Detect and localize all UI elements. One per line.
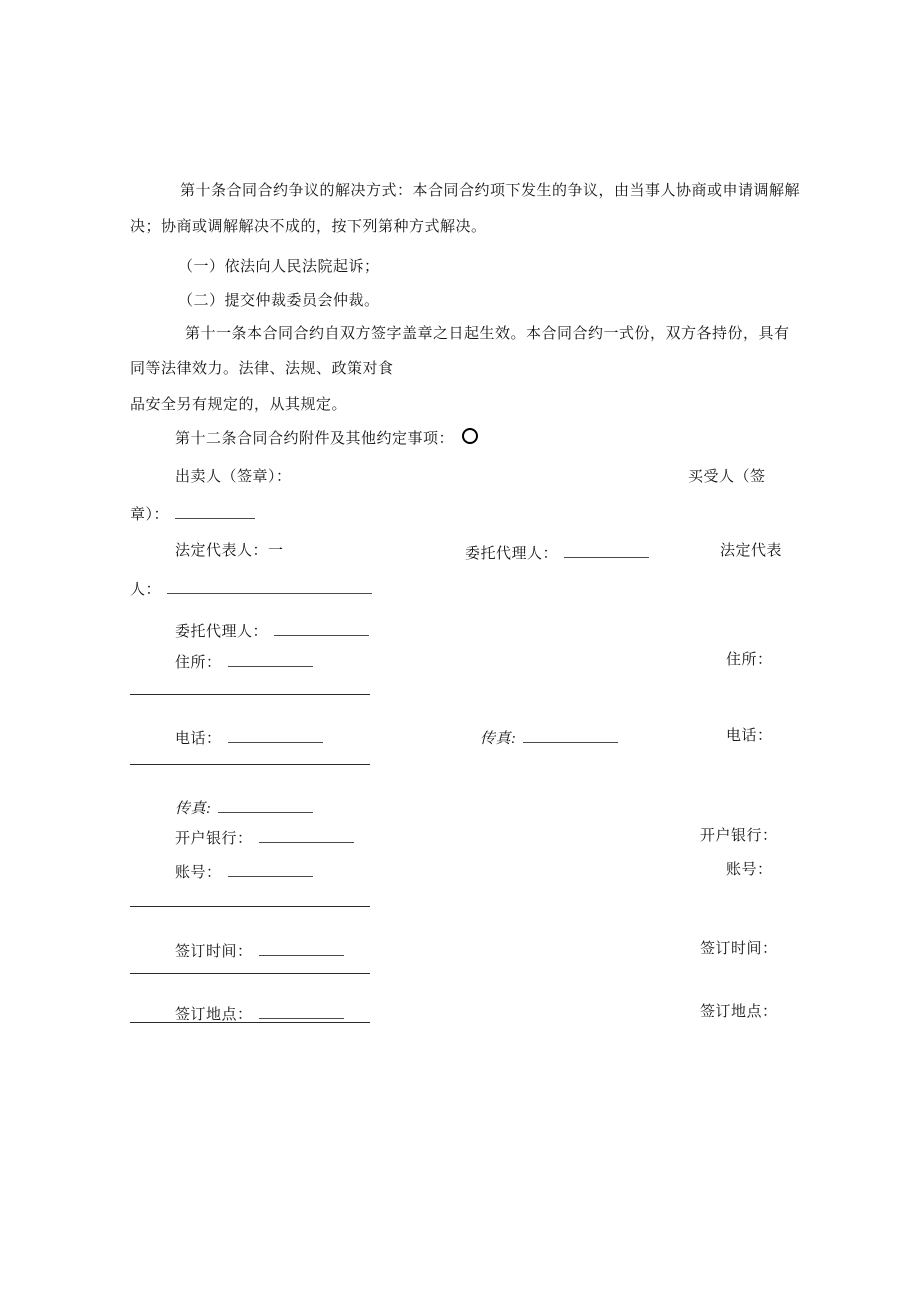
- legal-rep-right-label-part2: 人：: [130, 582, 162, 598]
- place-left-row: [175, 1003, 344, 1024]
- divider-line-1: [130, 694, 370, 695]
- agent-left-label: 委托代理人：: [175, 624, 269, 640]
- clause10-line2: 决；协商或调解解决不成的，按下列第种方式解决。: [130, 219, 487, 235]
- place-left-blank-line: [259, 1003, 344, 1019]
- date-left-row: [175, 940, 344, 961]
- clause12-text: 第十二条合同合约附件及其他约定事项：: [175, 431, 455, 447]
- fax-mid-blank-line: [523, 727, 618, 743]
- buyer-sign-label-part2: 章）：: [130, 507, 170, 523]
- phone-left-blank-line: [228, 727, 323, 743]
- clause11-line2: 同等法律效力。法律、法规、政策对食: [130, 361, 394, 377]
- clause10-line1: 第十条合同合约争议的解决方式：本合同合约项下发生的争议，由当事人协商或申请调解解: [180, 183, 801, 199]
- legal-rep-left-label: 法定代表人：一: [175, 543, 284, 559]
- buyer-sign-label-part1: 买受人（签: [688, 469, 766, 485]
- circle-mark-icon: [462, 428, 478, 444]
- fax-mid-row: [480, 727, 618, 748]
- agent-mid-blank-line: [564, 542, 649, 558]
- clause10-item1: （一）依法向人民法院起诉；: [178, 259, 380, 275]
- divider-line-2: [130, 764, 370, 765]
- legal-rep-right-continued-row: [130, 578, 372, 599]
- address-left-blank-line: [228, 651, 313, 667]
- bank-left-blank-line: [259, 827, 354, 843]
- fax-mid-label: 传真:: [480, 731, 517, 747]
- date-left-label: 签订时间：: [175, 944, 253, 960]
- seller-sign-label: 出卖人（签章）：: [175, 469, 292, 485]
- buyer-sign-blank-line: [175, 503, 255, 519]
- divider-line-4: [130, 973, 370, 974]
- buyer-sign-continued-row: [130, 503, 255, 524]
- agent-left-blank-line: [274, 620, 369, 636]
- fax-left-row: [175, 797, 313, 818]
- account-right-label: 账号：: [726, 862, 773, 878]
- address-left-row: [175, 651, 313, 672]
- place-left-label: 签订地点：: [175, 1007, 253, 1023]
- agent-mid-label: 委托代理人：: [465, 546, 559, 562]
- account-left-row: [175, 861, 313, 882]
- agent-left-row: [175, 620, 369, 641]
- place-right-label: 签订地点：: [700, 1004, 778, 1020]
- bank-left-label: 开户银行：: [175, 831, 253, 847]
- phone-left-row: [175, 727, 323, 748]
- phone-right-label: 电话：: [726, 728, 773, 744]
- clause12-line: [175, 428, 478, 448]
- account-left-blank-line: [228, 861, 313, 877]
- legal-rep-blank-line: [167, 578, 372, 594]
- date-left-blank-line: [259, 940, 344, 956]
- legal-rep-right-label-part1: 法定代表: [720, 543, 783, 559]
- bank-left-row: [175, 827, 354, 848]
- fax-left-label: 传真:: [175, 801, 212, 817]
- divider-line-5: [130, 1022, 370, 1023]
- account-left-label: 账号：: [175, 865, 222, 881]
- agent-mid-row: [465, 542, 649, 563]
- date-right-label: 签订时间：: [700, 941, 778, 957]
- clause11-line1: 第十一条本合同合约自双方签字盖章之日起生效。本合同合约一式份，双方各持份，具有: [185, 326, 790, 342]
- clause11-line3: 品安全另有规定的，从其规定。: [130, 397, 348, 413]
- clause10-item2: （二）提交仲裁委员会仲裁。: [178, 293, 380, 309]
- divider-line-3: [130, 906, 370, 907]
- phone-left-label: 电话：: [175, 731, 222, 747]
- fax-left-blank-line: [218, 797, 313, 813]
- bank-right-label: 开户银行：: [700, 828, 778, 844]
- address-left-label: 住所：: [175, 655, 222, 671]
- address-right-label: 住所：: [726, 652, 773, 668]
